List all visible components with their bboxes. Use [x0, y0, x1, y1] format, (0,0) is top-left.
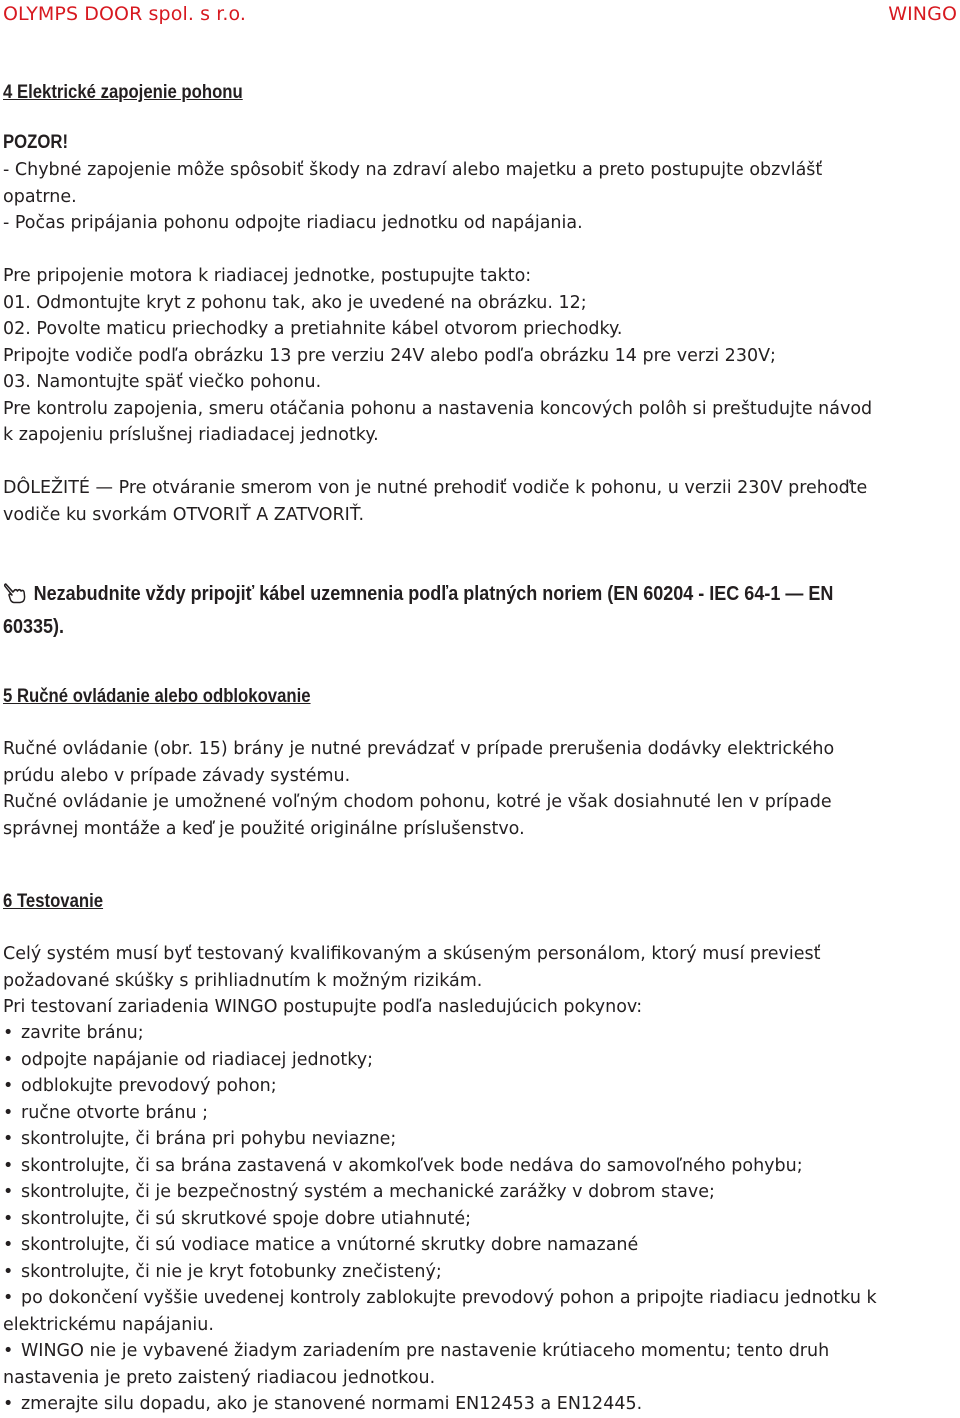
step-line: 03. Namontujte späť viečko pohonu.	[3, 372, 322, 392]
grounding-note	[3, 580, 953, 642]
step-line: Pripojte vodiče podľa obrázku 13 pre verziu 24V alebo podľa obrázku 14 pre verzi 230V;	[3, 345, 776, 366]
list-item-continuation: elektrickému napájaniu.	[3, 1314, 214, 1335]
section-5-title: 5 Ručné ovládanie alebo odblokovanie	[3, 686, 311, 707]
warning-block	[3, 157, 953, 237]
step-line: 01. Odmontujte kryt z pohonu tak, ako je uvedené na obrázku. 12;	[3, 292, 587, 313]
body-line: požadované skúšky s prihliadnutím k možným rizikám.	[3, 970, 483, 991]
warning-title: POZOR!	[3, 132, 69, 153]
section-4-title: 4 Elektrické zapojenie pohonu	[3, 82, 243, 103]
body-line: Pri testovaní zariadenia WINGO postupujte podľa nasledujúcich pokynov:	[3, 997, 643, 1017]
list-item: • skontrolujte, či sú skrutkové spoje dobre utiahnuté;	[3, 1206, 953, 1233]
list-item: • ručne otvorte bránu ;	[3, 1100, 953, 1127]
body-line: Celý systém musí byť testovaný kvalifikovaným a skúseným personálom, ktorý musí previesť	[3, 944, 821, 964]
list-item: • odblokujte prevodový pohon;	[3, 1073, 953, 1100]
warning-line: - Chybné zapojenie môže spôsobiť škody na zdraví alebo majetku a preto postupujte obzvlášť	[3, 160, 823, 180]
warning-line: - Počas pripájania pohonu odpojte riadiacu jednotku od napájania.	[3, 213, 583, 233]
section-6-intro	[3, 941, 953, 1021]
section-5-body	[3, 736, 953, 842]
step-line: 02. Povolte maticu priechodky a pretiahnite kábel otvorom priechodky.	[3, 319, 623, 339]
body-line: prúdu alebo v prípade závady systému.	[3, 765, 351, 786]
list-item: • po dokončení vyššie uvedenej kontroly zablokujte prevodový pohon a pripojte riadiacu jednotku k	[3, 1285, 953, 1312]
step-line: Pre pripojenie motora k riadiacej jednotke, postupujte takto:	[3, 266, 532, 286]
list-item: • skontrolujte, či je bezpečnostný systém a mechanické zarážky v dobrom stave;	[3, 1179, 953, 1206]
pointing-hand-icon	[3, 582, 26, 613]
list-item-continuation: nastavenia je preto zaistený riadiacou jednotkou.	[3, 1367, 436, 1388]
list-item: • skontrolujte, či sú vodiace matice a vnútorné skrutky dobre namazané	[3, 1232, 953, 1259]
test-checklist	[3, 1020, 953, 1418]
important-block	[3, 475, 953, 528]
step-line: k zapojeniu príslušnej riadiadacej jednotky.	[3, 425, 379, 445]
warning-line: opatrne.	[3, 186, 77, 207]
list-item: • skontrolujte, či sa brána zastavená v akomkoľvek bode nedáva do samovoľného pohybu;	[3, 1153, 953, 1180]
body-line: Ručné ovládanie je umožnené voľným chodom pohonu, kotré je však dosiahnuté len v prípade	[3, 792, 832, 812]
list-item: • WINGO nie je vybavené žiadym zariadením pre nastavenie krútiaceho momentu; tento druh	[3, 1338, 953, 1365]
important-line: DÔLEŽITÉ — Pre otváranie smerom von je nutné prehodiť vodiče k pohonu, u verzii 230V prehoďte	[3, 478, 868, 498]
body-line: správnej montáže a keď je použité originálne príslušenstvo.	[3, 818, 525, 839]
list-item: • skontrolujte, či nie je kryt fotobunky znečistený;	[3, 1259, 953, 1286]
list-item: • zavrite bránu;	[3, 1020, 953, 1047]
steps-block	[3, 263, 953, 449]
header-company: OLYMPS DOOR spol. s r.o.	[3, 3, 247, 25]
step-line: Pre kontrolu zapojenia, smeru otáčania pohonu a nastavenia koncových polôh si preštudujte návod	[3, 398, 873, 419]
note-line: Nezabudnite vždy pripojiť kábel uzemnenia podľa platných noriem (EN 60204 - IEC 64-1 — EN	[3, 580, 948, 613]
important-line: vodiče ku svorkám OTVORIŤ A ZATVORIŤ.	[3, 504, 365, 525]
note-line: 60335).	[3, 616, 65, 638]
list-item: • odpojte napájanie od riadiacej jednotky;	[3, 1047, 953, 1074]
section-6-title: 6 Testovanie	[3, 891, 104, 912]
body-line: Ručné ovládanie (obr. 15) brány je nutné prevádzať v prípade prerušenia dodávky elektrického	[3, 739, 835, 759]
list-item: • skontrolujte, či brána pri pohybu neviazne;	[3, 1126, 953, 1153]
header-product: WINGO	[888, 3, 957, 25]
list-item: • zmerajte silu dopadu, ako je stanovené normami EN12453 a EN12445.	[3, 1391, 953, 1418]
